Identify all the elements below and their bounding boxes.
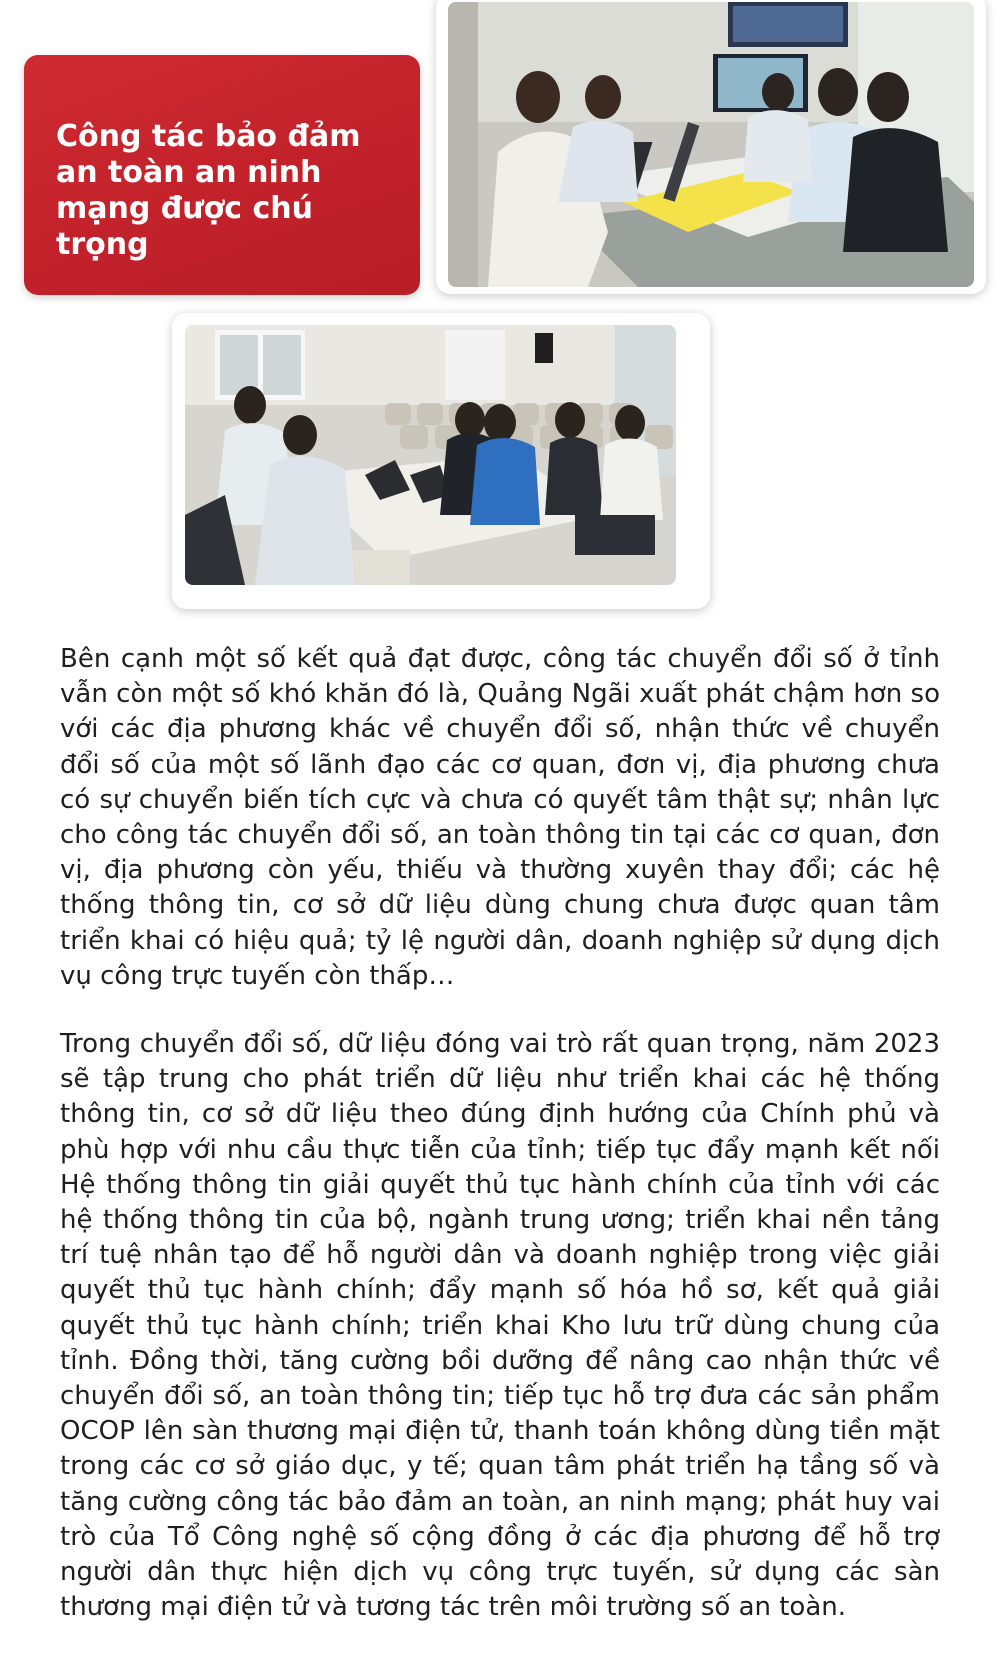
article-body (60, 642, 940, 1658)
photo-caption: Công tác bảo đảm an toàn an ninh mạng được chú trọng (56, 119, 361, 262)
caption-banner (24, 55, 420, 295)
photo-meeting-hall (185, 325, 676, 585)
photo-control-room (448, 2, 974, 287)
photo-frame-bottom (172, 313, 710, 609)
photo-frame-top (436, 0, 986, 294)
article-paragraph-2: Trong chuyển đổi số, dữ liệu đóng vai trò rất quan trọng, năm 2023 sẽ tập trung cho phát triển dữ liệu như triển khai các hệ thống thông tin, cơ sở dữ liệu theo đúng định hướng của Chính phủ và phù hợp với nhu cầu thực tiễn của tỉnh; tiếp tục đẩy mạnh kết nối Hệ thống thông tin giải quyết thủ tục hành chính của tỉnh với các hệ thống thông tin của bộ, ngành trung ương; triển khai nền tảng trí tuệ nhân tạo để hỗ người dân và doanh nghiệp trong việc giải quyết thủ tục hành chính; đẩy mạnh số hóa hồ sơ, kết quả giải quyết thủ tục hành chính; triển khai Kho lưu trữ dùng chung của tỉnh. Đồng thời, tăng cường bồi dưỡng để nâng cao nhận thức về chuyển đổi số, an toàn thông tin; tiếp tục hỗ trợ đưa các sản phẩm OCOP lên sàn thương mại điện tử, thanh toán không dùng tiền mặt trong các cơ sở giáo dục, y tế; quan tâm phát triển hạ tầng số và tăng cường công tác bảo đảm an toàn, an ninh mạng; phát huy vai trò của Tổ Công nghệ số cộng đồng ở các địa phương để hỗ trợ người dân thực hiện dịch vụ công trực tuyến, sử dụng các sàn thương mại điện tử và tương tác trên môi trường số an toàn. (60, 1029, 940, 1623)
article-paragraph-1: Bên cạnh một số kết quả đạt được, công tác chuyển đổi số ở tỉnh vẫn còn một số khó khăn đó là, Quảng Ngãi xuất phát chậm hơn so với các địa phương khác về chuyển đổi số, nhận thức về chuyển đổi số của một số lãnh đạo các cơ quan, đơn vị, địa phương chưa có sự chuyển biến tích cực và chưa có quyết tâm thật sự; nhân lực cho công tác chuyển đổi số, an toàn thông tin tại các cơ quan, đơn vị, địa phương còn yếu, thiếu và thường xuyên thay đổi; các hệ thống thông tin, cơ sở dữ liệu dùng chung chưa được quan tâm triển khai có hiệu quả; tỷ lệ người dân, doanh nghiệp sử dụng dịch vụ công trực tuyến còn thấp… (60, 644, 940, 991)
